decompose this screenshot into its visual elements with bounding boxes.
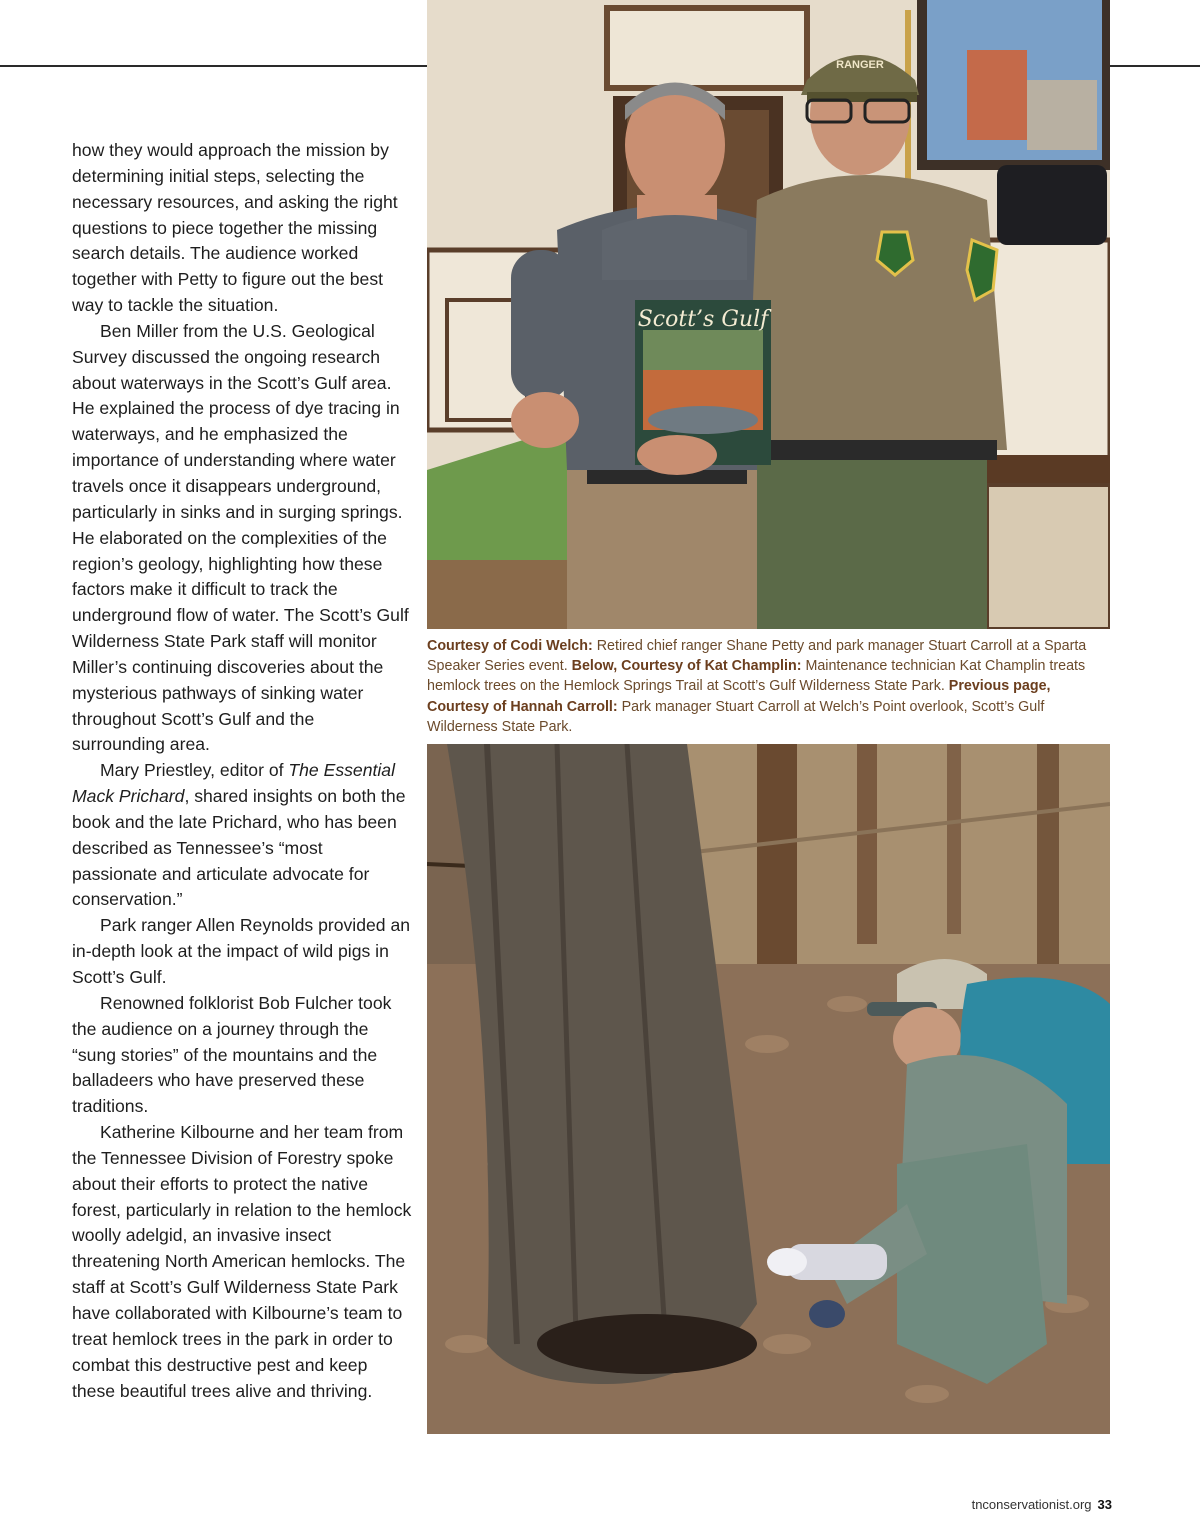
header-rule-right xyxy=(1110,65,1200,67)
caption-credit: Below, Courtesy of Kat Champlin: xyxy=(571,658,802,675)
caption-credit: Previous page, Courtesy of Hannah Carroll: xyxy=(427,678,1051,715)
caption-text: Maintenance technician Kat Champlin treats hemlock trees on the Hemlock Springs Trail at Scott’s Gulf Wilderness State Park. xyxy=(427,658,1086,695)
photo-caption xyxy=(427,636,1110,737)
article-body xyxy=(72,138,412,1404)
caption-text: Park manager Stuart Carroll at Welch’s Point overlook, Scott’s Gulf Wilderness State Park. xyxy=(427,698,1045,735)
paragraph-text: Park ranger Allen Reynolds provided an in-depth look at the impact of wild pigs in Scott’s Gulf. xyxy=(72,915,411,987)
header-rule-left xyxy=(0,65,427,67)
article-paragraph xyxy=(72,138,412,319)
caption-text: Retired chief ranger Shane Petty and park manager Stuart Carroll at a Sparta Speaker Series event. xyxy=(427,638,1087,675)
caption-credit: Courtesy of Codi Welch: xyxy=(427,638,593,654)
article-paragraph xyxy=(72,913,412,991)
photo-petty-carroll xyxy=(427,0,1110,629)
page-number: 33 xyxy=(1097,1497,1112,1512)
photo-hemlock-treatment xyxy=(427,744,1110,1434)
paragraph-text: , shared insights on both the book and the late Prichard, who has been described as Tennessee’s “most passionate and articulate advocate for conservation.” xyxy=(72,786,406,910)
paragraph-text: Ben Miller from the U.S. Geological Survey discussed the ongoing research about waterways in the Scott’s Gulf area. He explained the process of dye tracing in waterways, and he emphasized the importance of understanding where water travels once it disappears underground, particularly in sinks and in surging springs. He elaborated on the complexities of the region’s geology, highlighting how these factors make it difficult to track the underground flow of water. The Scott’s Gulf Wilderness State Park staff will monitor Miller’s continuing discoveries about the mysterious pathways of sinking water throughout Scott’s Gulf and the surrounding area. xyxy=(72,320,409,755)
paragraph-text: Katherine Kilbourne and her team from the Tennessee Division of Forestry spoke about their efforts to protect the native forest, particularly in relation to the hemlock woolly adelgid, an invasive insect threatening North American hemlocks. The staff at Scott’s Gulf Wilderness State Park have collaborated with Kilbourne’s team to treat hemlock trees in the park in order to combat this destructive pest and keep these beautiful trees alive and thriving. xyxy=(72,1122,412,1401)
hat-text: RANGER xyxy=(836,59,884,71)
paragraph-text: Renowned folklorist Bob Fulcher took the audience on a journey through the “sung stories” of the mountains and the balladeers who have preserved these traditions. xyxy=(72,992,392,1117)
article-paragraph xyxy=(72,758,412,913)
book-title: Scott’s Gulf xyxy=(637,307,769,332)
paragraph-text: Mary Priestley, editor of xyxy=(100,760,289,781)
site-url: tnconservationist.org xyxy=(971,1497,1092,1512)
book-title-italic: The Essential Mack Prichard xyxy=(72,760,395,807)
article-paragraph xyxy=(72,991,412,1120)
article-paragraph xyxy=(72,319,412,758)
paragraph-text: how they would approach the mission by determining initial steps, selecting the necessary resources, and asking the right questions to piece together the missing search details. The audience worked together with Petty to figure out the best way to tackle the situation. xyxy=(72,140,398,316)
article-paragraph xyxy=(72,1120,412,1404)
page-footer xyxy=(972,1497,1112,1512)
